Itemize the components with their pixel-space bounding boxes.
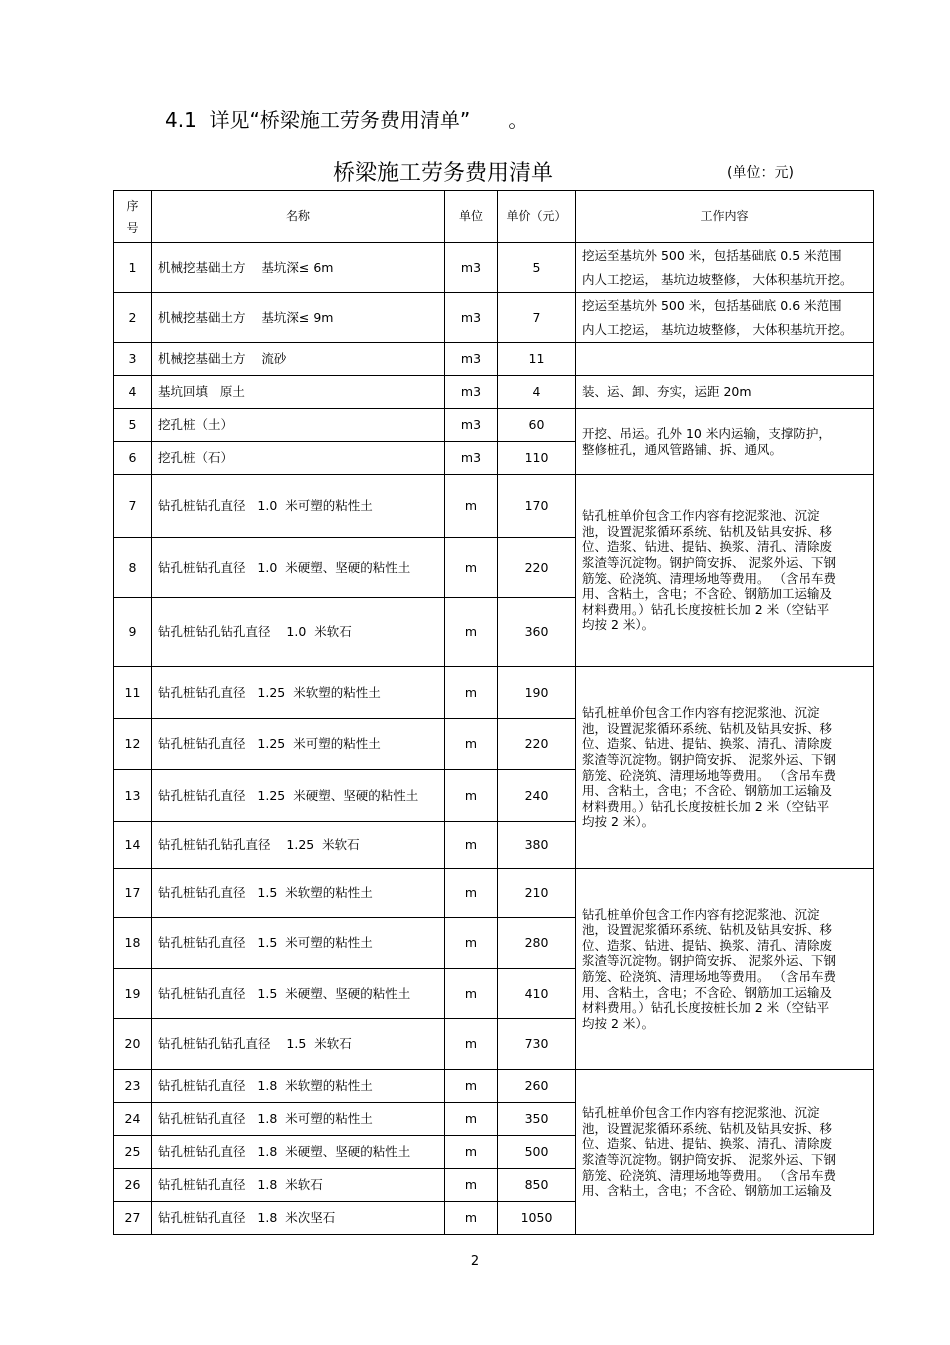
table-row <box>114 869 874 918</box>
row-price: 410 <box>498 969 576 1019</box>
row-seq: 6 <box>114 442 152 475</box>
row-name: 机械挖基础土方 流砂 <box>152 343 445 376</box>
row-price: 350 <box>498 1103 576 1136</box>
row-work-content: 钻孔桩单价包含工作内容有挖泥浆池、沉淀 池，设置泥浆循环系统、钻机及钻具安拆、移 位、造浆、钻进、提钻、换浆、清孔、清除废 浆渣等沉淀物。钢护筒安拆、 泥浆外运、下钢 筋笼、砼浇筑、清理场地等费用。 （含吊车费 用、含粘土，含电；不含砼、钢筋加工运输及 <box>576 1070 874 1235</box>
table-row <box>114 475 874 538</box>
row-name: 挖孔桩（土） <box>152 409 445 442</box>
table-row <box>114 376 874 409</box>
row-seq: 2 <box>114 293 152 343</box>
row-price: 360 <box>498 598 576 667</box>
row-price: 220 <box>498 719 576 770</box>
row-price: 110 <box>498 442 576 475</box>
row-unit: m <box>445 1019 498 1070</box>
table-row <box>114 293 874 343</box>
row-seq: 7 <box>114 475 152 538</box>
row-unit: m <box>445 667 498 719</box>
row-seq: 5 <box>114 409 152 442</box>
row-work-content: 钻孔桩单价包含工作内容有挖泥浆池、沉淀 池，设置泥浆循环系统、钻机及钻具安拆、移 位、造浆、钻进、提钻、换浆、清孔、清除废 浆渣等沉淀物。钢护筒安拆、 泥浆外运、下钢 筋笼、砼浇筑、清理场地等费用。 （含吊车费 用、含粘土，含电；不含砼、钢筋加工运输及 材料费用。）钻孔长度按桩长加 2 米（空钻平 均按 2 米）。 <box>576 667 874 869</box>
table-row <box>114 343 874 376</box>
col-header-work: 工作内容 <box>576 191 874 243</box>
row-name: 钻孔桩钻孔钻孔直径 1.5 米软石 <box>152 1019 445 1070</box>
row-unit: m3 <box>445 376 498 409</box>
col-header-seq: 序 号 <box>114 191 152 243</box>
row-unit: m <box>445 598 498 667</box>
col-header-unit: 单位 <box>445 191 498 243</box>
unit-note: (单位：元) <box>727 165 794 181</box>
row-unit: m <box>445 869 498 918</box>
row-price: 500 <box>498 1136 576 1169</box>
row-unit: m <box>445 1202 498 1235</box>
row-seq: 12 <box>114 719 152 770</box>
row-name: 钻孔桩钻孔直径 1.25 米软塑的粘性土 <box>152 667 445 719</box>
row-price: 60 <box>498 409 576 442</box>
col-header-price: 单价（元） <box>498 191 576 243</box>
row-unit: m3 <box>445 409 498 442</box>
row-unit: m <box>445 1070 498 1103</box>
row-unit: m <box>445 538 498 598</box>
row-seq: 25 <box>114 1136 152 1169</box>
row-seq: 17 <box>114 869 152 918</box>
row-unit: m <box>445 822 498 869</box>
row-unit: m <box>445 1103 498 1136</box>
row-name: 钻孔桩钻孔钻孔直径 1.25 米软石 <box>152 822 445 869</box>
row-seq: 8 <box>114 538 152 598</box>
row-unit: m <box>445 1136 498 1169</box>
row-seq: 27 <box>114 1202 152 1235</box>
row-name: 挖孔桩（石） <box>152 442 445 475</box>
row-name: 机械挖基础土方 基坑深≤ 6m <box>152 243 445 293</box>
row-name: 钻孔桩钻孔直径 1.0 米硬塑、坚硬的粘性土 <box>152 538 445 598</box>
row-seq: 14 <box>114 822 152 869</box>
row-unit: m <box>445 969 498 1019</box>
row-price: 1050 <box>498 1202 576 1235</box>
row-name: 机械挖基础土方 基坑深≤ 9m <box>152 293 445 343</box>
row-name: 钻孔桩钻孔直径 1.0 米可塑的粘性土 <box>152 475 445 538</box>
row-price: 11 <box>498 343 576 376</box>
col-header-name: 名称 <box>152 191 445 243</box>
row-work-content: 钻孔桩单价包含工作内容有挖泥浆池、沉淀 池，设置泥浆循环系统、钻机及钻具安拆、移 位、造浆、钻进、提钻、换浆、清孔、清除废 浆渣等沉淀物。钢护筒安拆、 泥浆外运、下钢 筋笼、砼浇筑、清理场地等费用。 （含吊车费 用、含粘土，含电；不含砼、钢筋加工运输及 材料费用。）钻孔长度按桩长加 2 米（空钻平 均按 2 米）。 <box>576 869 874 1070</box>
row-name: 基坑回填 原土 <box>152 376 445 409</box>
row-work-content: 挖运至基坑外 500 米，包括基础底 0.6 米范围 内人工挖运， 基坑边坡整修， 大体积基坑开挖。 <box>576 293 874 343</box>
row-unit: m <box>445 719 498 770</box>
row-seq: 23 <box>114 1070 152 1103</box>
row-work-content: 挖运至基坑外 500 米，包括基础底 0.5 米范围 内人工挖运， 基坑边坡整修， 大体积基坑开挖。 <box>576 243 874 293</box>
fee-table-body <box>114 191 874 1235</box>
row-seq: 18 <box>114 918 152 969</box>
row-unit: m3 <box>445 343 498 376</box>
section-heading: 4.1 详见“桥梁施工劳务费用清单” 。 <box>165 108 529 132</box>
table-row <box>114 409 874 442</box>
row-price: 850 <box>498 1169 576 1202</box>
row-name: 钻孔桩钻孔直径 1.25 米硬塑、坚硬的粘性土 <box>152 770 445 822</box>
row-price: 730 <box>498 1019 576 1070</box>
row-name: 钻孔桩钻孔直径 1.8 米硬塑、坚硬的粘性土 <box>152 1136 445 1169</box>
row-price: 7 <box>498 293 576 343</box>
row-seq: 13 <box>114 770 152 822</box>
row-name: 钻孔桩钻孔直径 1.8 米可塑的粘性土 <box>152 1103 445 1136</box>
row-price: 190 <box>498 667 576 719</box>
row-price: 260 <box>498 1070 576 1103</box>
row-seq: 9 <box>114 598 152 667</box>
row-unit: m3 <box>445 442 498 475</box>
table-row <box>114 243 874 293</box>
row-unit: m <box>445 1169 498 1202</box>
table-row <box>114 667 874 719</box>
row-work-content: 装、运、卸、夯实，运距 20m <box>576 376 874 409</box>
row-name: 钻孔桩钻孔直径 1.8 米软石 <box>152 1169 445 1202</box>
row-seq: 24 <box>114 1103 152 1136</box>
row-name: 钻孔桩钻孔直径 1.5 米软塑的粘性土 <box>152 869 445 918</box>
row-name: 钻孔桩钻孔直径 1.5 米硬塑、坚硬的粘性土 <box>152 969 445 1019</box>
row-name: 钻孔桩钻孔直径 1.8 米次坚石 <box>152 1202 445 1235</box>
row-work-content: 钻孔桩单价包含工作内容有挖泥浆池、沉淀 池，设置泥浆循环系统、钻机及钻具安拆、移 位、造浆、钻进、提钻、换浆、清孔、清除废 浆渣等沉淀物。钢护筒安拆、 泥浆外运、下钢 筋笼、砼浇筑、清理场地等费用。 （含吊车费 用、含粘土，含电；不含砼、钢筋加工运输及 材料费用。）钻孔长度按桩长加 2 米（空钻平 均按 2 米）。 <box>576 475 874 667</box>
row-price: 5 <box>498 243 576 293</box>
fee-table <box>113 190 874 1235</box>
table-title: 桥梁施工劳务费用清单 <box>333 161 554 186</box>
row-unit: m <box>445 770 498 822</box>
row-price: 280 <box>498 918 576 969</box>
row-seq: 26 <box>114 1169 152 1202</box>
row-seq: 11 <box>114 667 152 719</box>
row-seq: 20 <box>114 1019 152 1070</box>
row-price: 4 <box>498 376 576 409</box>
row-price: 210 <box>498 869 576 918</box>
row-name: 钻孔桩钻孔钻孔直径 1.0 米软石 <box>152 598 445 667</box>
row-price: 240 <box>498 770 576 822</box>
row-seq: 19 <box>114 969 152 1019</box>
row-unit: m3 <box>445 243 498 293</box>
row-seq: 4 <box>114 376 152 409</box>
row-price: 380 <box>498 822 576 869</box>
row-unit: m <box>445 475 498 538</box>
row-unit: m <box>445 918 498 969</box>
table-row <box>114 1070 874 1103</box>
row-price: 170 <box>498 475 576 538</box>
row-unit: m3 <box>445 293 498 343</box>
row-name: 钻孔桩钻孔直径 1.5 米可塑的粘性土 <box>152 918 445 969</box>
page-number: 2 <box>470 1254 480 1269</box>
row-name: 钻孔桩钻孔直径 1.25 米可塑的粘性土 <box>152 719 445 770</box>
header-row <box>114 191 874 243</box>
row-seq: 1 <box>114 243 152 293</box>
row-work-content: 开挖、吊运。孔外 10 米内运输，支撑防护， 整修桩孔，通风管路铺、拆、通风。 <box>576 409 874 475</box>
row-price: 220 <box>498 538 576 598</box>
row-name: 钻孔桩钻孔直径 1.8 米软塑的粘性土 <box>152 1070 445 1103</box>
row-work-content <box>576 343 874 376</box>
row-seq: 3 <box>114 343 152 376</box>
